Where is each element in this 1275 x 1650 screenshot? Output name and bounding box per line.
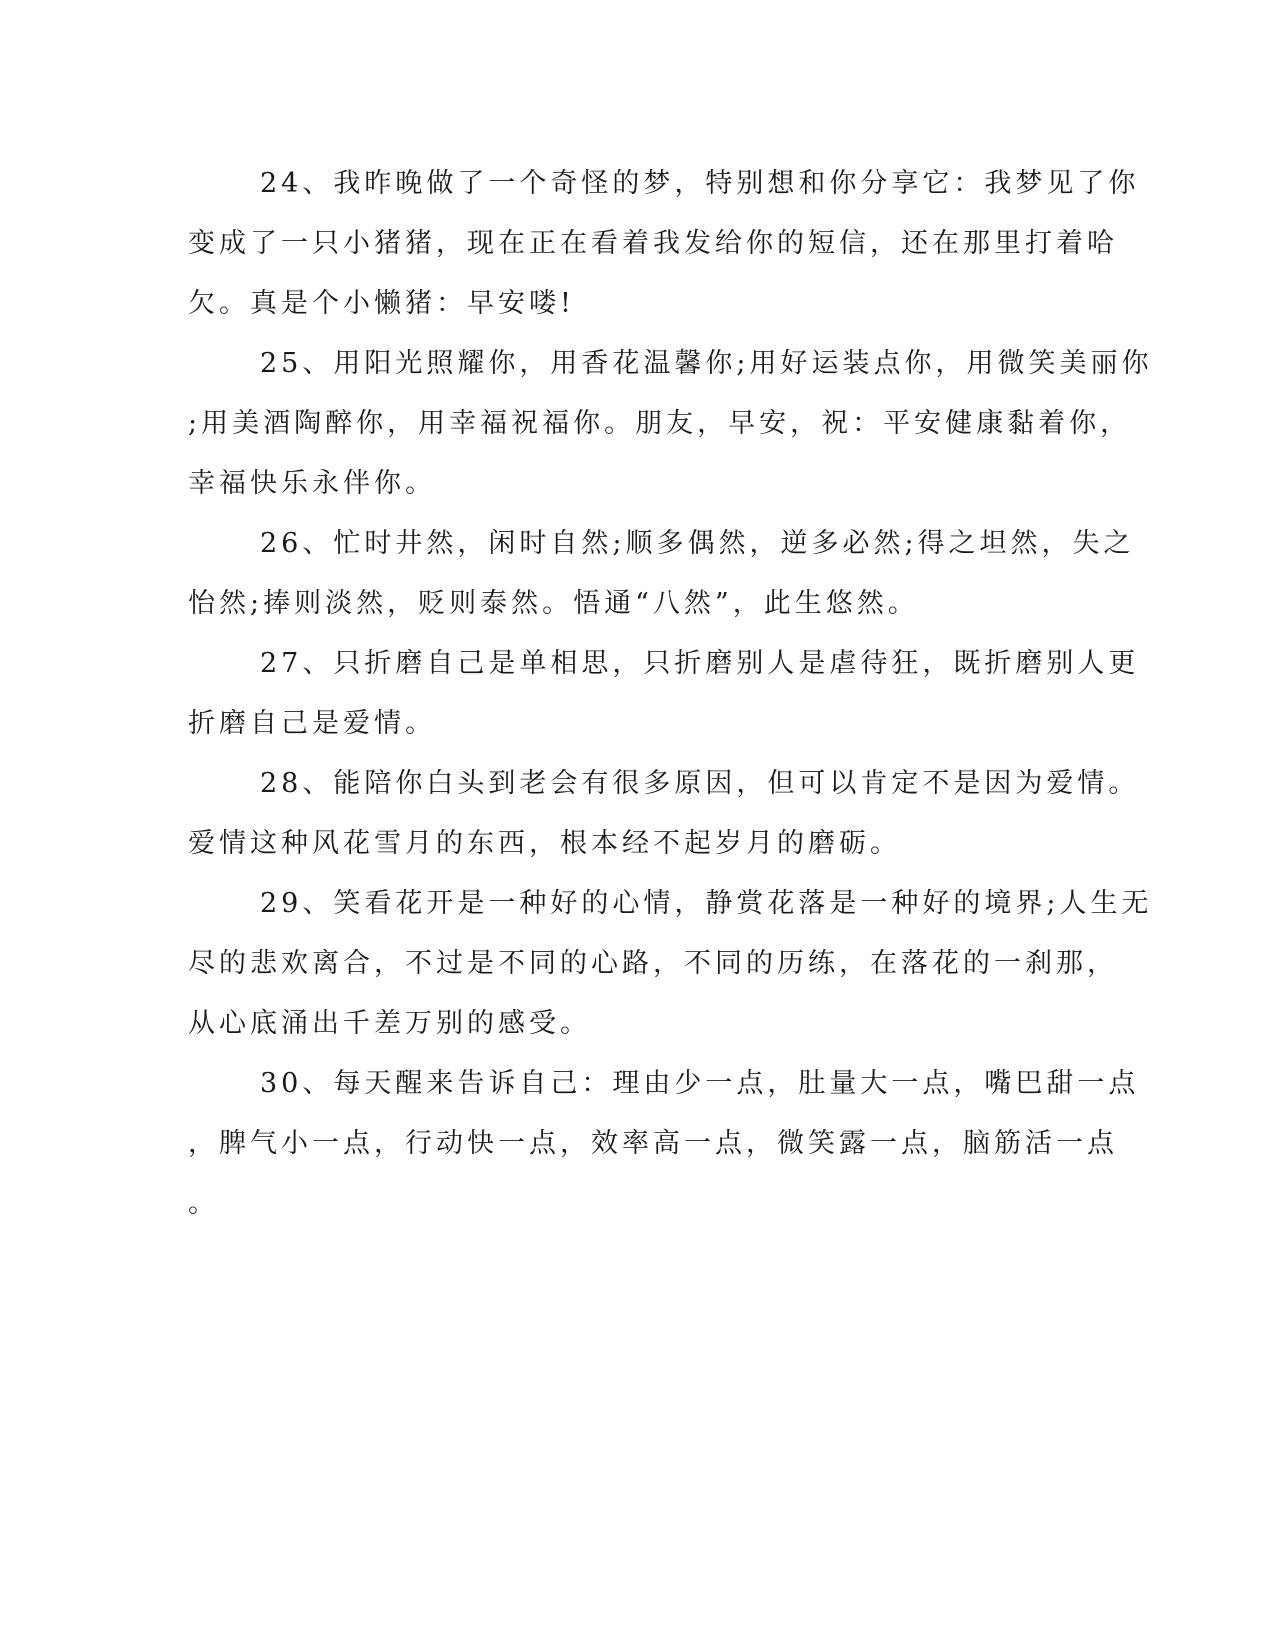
- paragraph-29-line-2: 尽的悲欢离合，不过是不同的心路，不同的历练，在落花的一刹那，: [188, 948, 1118, 979]
- paragraph-28-line-2: 爱情这种风花雪月的东西，根本经不起岁月的磨砺。: [188, 828, 901, 859]
- paragraph-25-line-1: 25、用阳光照耀你，用香花温馨你;用好运装点你，用微笑美丽你: [260, 348, 1153, 379]
- paragraph-24-line-3: 欠。真是个小懒猪：早安喽!: [188, 288, 575, 319]
- paragraph-25-line-2: ;用美酒陶醉你，用幸福祝福你。朋友，早安，祝：平安健康黏着你，: [188, 408, 1132, 439]
- paragraph-29-line-3: 从心底涌出千差万别的感受。: [188, 1008, 591, 1039]
- paragraph-26-line-2: 怡然;捧则淡然，贬则泰然。悟通“八然”，此生悠然。: [188, 588, 919, 619]
- paragraph-24-line-2: 变成了一只小猪猪，现在正在看着我发给你的短信，还在那里打着哈: [188, 228, 1118, 259]
- paragraph-26-line-1: 26、忙时井然，闲时自然;顺多偶然，逆多必然;得之坦然，失之: [260, 528, 1135, 559]
- paragraph-24-line-1: 24、我昨晚做了一个奇怪的梦，特别想和你分享它：我梦见了你: [260, 168, 1140, 199]
- paragraph-30-line-3: 。: [188, 1188, 219, 1219]
- paragraph-28-line-1: 28、能陪你白头到老会有很多原因，但可以肯定不是因为爱情。: [260, 768, 1140, 799]
- paragraph-29-line-1: 29、笑看花开是一种好的心情，静赏花落是一种好的境界;人生无: [260, 888, 1153, 919]
- paragraph-27-line-1: 27、只折磨自己是单相思，只折磨别人是虐待狂，既折磨别人更: [260, 648, 1140, 679]
- paragraph-30-line-1: 30、每天醒来告诉自己：理由少一点，肚量大一点，嘴巴甜一点: [260, 1068, 1140, 1099]
- paragraph-25-line-3: 幸福快乐永伴你。: [188, 468, 436, 499]
- paragraph-30-line-2: ，脾气小一点，行动快一点，效率高一点，微笑露一点，脑筋活一点: [188, 1128, 1118, 1159]
- paragraph-27-line-2: 折磨自己是爱情。: [188, 708, 436, 739]
